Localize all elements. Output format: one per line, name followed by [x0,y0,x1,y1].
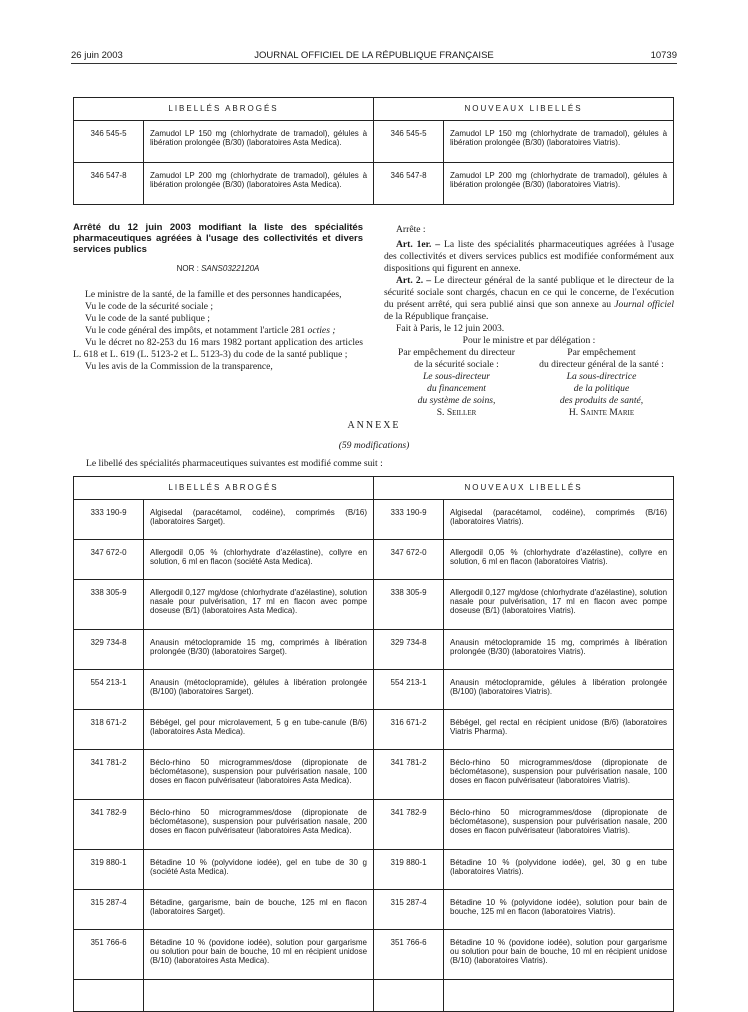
code-cell [74,980,144,1012]
nor-reference [73,263,363,275]
table-row [74,163,674,205]
code-cell: 347 672-0 [74,540,144,580]
code-cell [374,980,444,1012]
header-date: 26 juin 2003 [71,50,123,61]
arrete-left-column [73,222,363,373]
sig-right-name: H. Sainte Marie [568,407,635,418]
article-2-italic: Journal officiel [614,299,674,310]
sig-left-5: du système de soins, [417,395,496,406]
nor-label: NOR : [176,264,199,273]
label-cell: Algisedal (paracétamol, codéine), comprimés (B/16) (laboratoires Sarget). [144,500,374,540]
label-cell: Anausin (métoclopramide), gélules à libération prolongée (B/100) (laboratoires Sarget). [144,670,374,710]
label-cell: Bétadine, gargarisme, bain de bouche, 125 ml en flacon (laboratoires Sarget). [144,890,374,930]
nor-value: SANS0322120A [201,264,260,273]
sig-right-1: Par empêchement [567,347,636,358]
label-cell: Anausin métoclopramide, gélules à libération prolongée (B/100) (laboratoires Viatris). [444,670,674,710]
article-2 [384,275,674,323]
label-cell: Anausin métoclopramide 15 mg, comprimés à libération prolongée (B/30) (laboratoires Sarget). [144,630,374,670]
code-cell: 554 213-1 [374,670,444,710]
page-number: 10739 [650,50,677,61]
arrete-title: Arrêté du 12 juin 2003 modifiant la liste des spécialités pharmaceutiques agréées à l'usage des collectivités et divers services publics [73,222,363,255]
label-cell: Bétadine 10 % (polyvidone iodée), gel, 30 g en tube (laboratoires Viatris). [444,850,674,890]
label-cell: Béclo-rhino 50 microgrammes/dose (dipropionate de béclométasone), suspension pour pulvérisation nasale, 200 doses en flacon pulvérisateur (laboratoires Asta Medica). [144,800,374,850]
table-row [74,500,674,540]
label-cell: Bétadine 10 % (polyvidone iodée), solution pour bain de bouche, 125 ml en flacon (laboratoires Viatris). [444,890,674,930]
code-cell: 341 782-9 [74,800,144,850]
label-cell: Zamudol LP 150 mg (chlorhydrate de tramadol), gélules à libération prolongée (B/30) (laboratoires Asta Medica). [144,121,374,163]
code-cell: 315 287-4 [374,890,444,930]
code-cell: 319 880-1 [374,850,444,890]
code-cell: 346 545-5 [74,121,144,163]
fait-line: Fait à Paris, le 12 juin 2003. [396,323,505,334]
visa-1: Vu le code de la sécurité sociale ; [85,301,214,312]
sig-right-5: des produits de santé, [559,395,644,406]
annexe-subtitle: (59 modifications) [338,440,410,451]
code-cell: 351 766-6 [74,930,144,980]
main-col-header-nouveaux: NOUVEAUX LIBELLÉS [374,477,674,500]
code-cell: 346 545-5 [374,121,444,163]
code-cell: 347 672-0 [374,540,444,580]
article-2-label: Art. 2. – [396,275,431,286]
code-cell: 315 287-4 [74,890,144,930]
label-cell: Algisedal (paracétamol, codéine), comprimés (B/16) (laboratoires Viatris). [444,500,674,540]
label-cell [444,980,674,1012]
main-col-header-abroges: LIBELLÉS ABROGÉS [74,477,374,500]
visa-4: Vu le décret no 82-253 du 16 mars 1982 portant application des articles L. 618 et L. 619 (L. 5123-2 et L. 5123-3) du code de la santé publique ; [73,337,363,360]
signatures [384,347,674,419]
table-row [74,850,674,890]
label-cell: Bétadine 10 % (povidone iodée), solution pour gargarisme ou solution pour bain de bouche, 10 ml en récipient unidose (B/10) (laboratoires Asta Medica). [144,930,374,980]
label-cell: Zamudol LP 150 mg (chlorhydrate de tramadol), gélules à libération prolongée (B/30) (laboratoires Viatris). [444,121,674,163]
header-rule [71,63,677,64]
article-2-text-a: Le directeur général de la santé publique et le directeur de la sécurité sociale sont chargés, chacun en ce qui le concerne, de l'exécution du présent arrêté, qui sera publié ainsi que son annexe au [384,275,674,310]
label-cell: Anausin métoclopramide 15 mg, comprimés à libération prolongée (B/30) (laboratoires Viatris). [444,630,674,670]
visa-3-text: Vu le code général des impôts, et notamment l'article 281 [85,325,308,336]
label-cell: Zamudol LP 200 mg (chlorhydrate de tramadol), gélules à libération prolongée (B/30) (laboratoires Asta Medica). [144,163,374,205]
top-col-header-nouveaux: NOUVEAUX LIBELLÉS [374,98,674,121]
article-2-text-b: de la République française. [384,311,489,322]
sig-right-3: La sous-directrice [566,371,637,382]
signature-right [529,347,674,419]
label-cell: Bétadine 10 % (povidone iodée), solution pour gargarisme ou solution pour bain de bouche, 10 ml en récipient unidose (B/10) (laboratoires Viatris). [444,930,674,980]
code-cell: 329 734-8 [374,630,444,670]
table-row [74,630,674,670]
visa-2: Vu le code de la santé publique ; [85,313,210,324]
visa-5: Vu les avis de la Commission de la transparence, [85,361,273,372]
table-row [74,890,674,930]
label-cell: Bébégel, gel rectal en récipient unidose (B/6) (laboratoires Viatris Pharma). [444,710,674,750]
code-cell: 329 734-8 [74,630,144,670]
code-cell: 338 305-9 [74,580,144,630]
label-cell: Allergodil 0,05 % (chlorhydrate d'azélastine), collyre en solution, 6 ml en flacon (société Asta Medica). [144,540,374,580]
code-cell: 338 305-9 [374,580,444,630]
table-row [74,670,674,710]
code-cell: 554 213-1 [74,670,144,710]
code-cell: 341 782-9 [374,800,444,850]
sig-right-4: de la politique [573,383,630,394]
label-cell: Allergodil 0,127 mg/dose (chlorhydrate d'azélastine), solution nasale pour pulvérisation, 17 ml en flacon avec pompe doseuse (B/1) (laboratoires Asta Medica). [144,580,374,630]
article-1 [384,239,674,275]
table-row [74,800,674,850]
table-row [74,121,674,163]
code-cell: 341 781-2 [374,750,444,800]
top-col-header-abroges: LIBELLÉS ABROGÉS [74,98,374,121]
label-cell: Béclo-rhino 50 microgrammes/dose (dipropionate de béclométasone), suspension pour pulvérisation nasale, 200 doses en flacon pulvérisateur (laboratoires Viatris). [444,800,674,850]
label-cell: Béclo-rhino 50 microgrammes/dose (dipropionate de béclométasone), suspension pour pulvérisation nasale, 100 doses en flacon pulvérisateur (laboratoires Asta Medica). [144,750,374,800]
table-row [74,710,674,750]
code-cell: 346 547-8 [74,163,144,205]
article-1-label: Art. 1er. – [396,239,441,250]
arrete-label: Arrête : [396,224,426,235]
table-row [74,540,674,580]
sig-left-1: Par empêchement du directeur [398,347,515,358]
annexe-intro: Le libellé des spécialités pharmaceutiques suivantes est modifié comme suit : [86,458,383,469]
annexe-title: ANNEXE [347,420,401,431]
signature-left [384,347,529,419]
sig-right-2: du directeur général de la santé : [539,359,664,370]
top-table [73,97,674,205]
label-cell: Allergodil 0,05 % (chlorhydrate d'azélastine), collyre en solution, 6 ml en flacon (laboratoires Viatris). [444,540,674,580]
code-cell: 341 781-2 [74,750,144,800]
code-cell: 316 671-2 [374,710,444,750]
code-cell: 319 880-1 [74,850,144,890]
article-1-text: La liste des spécialités pharmaceutiques agréées à l'usage des collectivités et divers services publics est modifiée conformément aux dispositions qui figurent en annexe. [384,239,674,274]
sig-left-4: du financement [427,383,486,394]
table-row [74,750,674,800]
arrete-right-column [384,224,674,419]
table-row [74,980,674,1012]
label-cell: Béclo-rhino 50 microgrammes/dose (dipropionate de béclométasone), suspension pour pulvérisation nasale, 100 doses en flacon pulvérisateur (laboratoires Viatris). [444,750,674,800]
page-header [71,50,677,64]
table-row [74,930,674,980]
pour-line: Pour le ministre et par délégation : [462,335,596,346]
code-cell: 333 190-9 [374,500,444,540]
visa-3-italic: octies ; [307,325,336,336]
label-cell: Bétadine 10 % (polyvidone iodée), gel en tube de 30 g (société Asta Medica). [144,850,374,890]
label-cell: Bébégel, gel pour microlavement, 5 g en tube-canule (B/6) (laboratoires Asta Medica). [144,710,374,750]
code-cell: 351 766-6 [374,930,444,980]
sig-left-3: Le sous-directeur [422,371,491,382]
sig-left-2: de la sécurité sociale : [414,359,499,370]
table-row [74,580,674,630]
label-cell: Zamudol LP 200 mg (chlorhydrate de tramadol), gélules à libération prolongée (B/30) (laboratoires Viatris). [444,163,674,205]
code-cell: 333 190-9 [74,500,144,540]
label-cell: Allergodil 0,127 mg/dose (chlorhydrate d'azélastine), solution nasale pour pulvérisation, 17 ml en flacon avec pompe doseuse (B/1) (laboratoires Viatris). [444,580,674,630]
journal-title: JOURNAL OFFICIEL DE LA RÉPUBLIQUE FRANÇAISE [254,50,494,61]
annexe-table [73,476,674,1012]
label-cell [144,980,374,1012]
code-cell: 318 671-2 [74,710,144,750]
sig-left-name: S. Seiller [436,407,477,418]
visa-3 [73,325,363,337]
code-cell: 346 547-8 [374,163,444,205]
minister-line: Le ministre de la santé, de la famille et des personnes handicapées, [85,289,342,300]
